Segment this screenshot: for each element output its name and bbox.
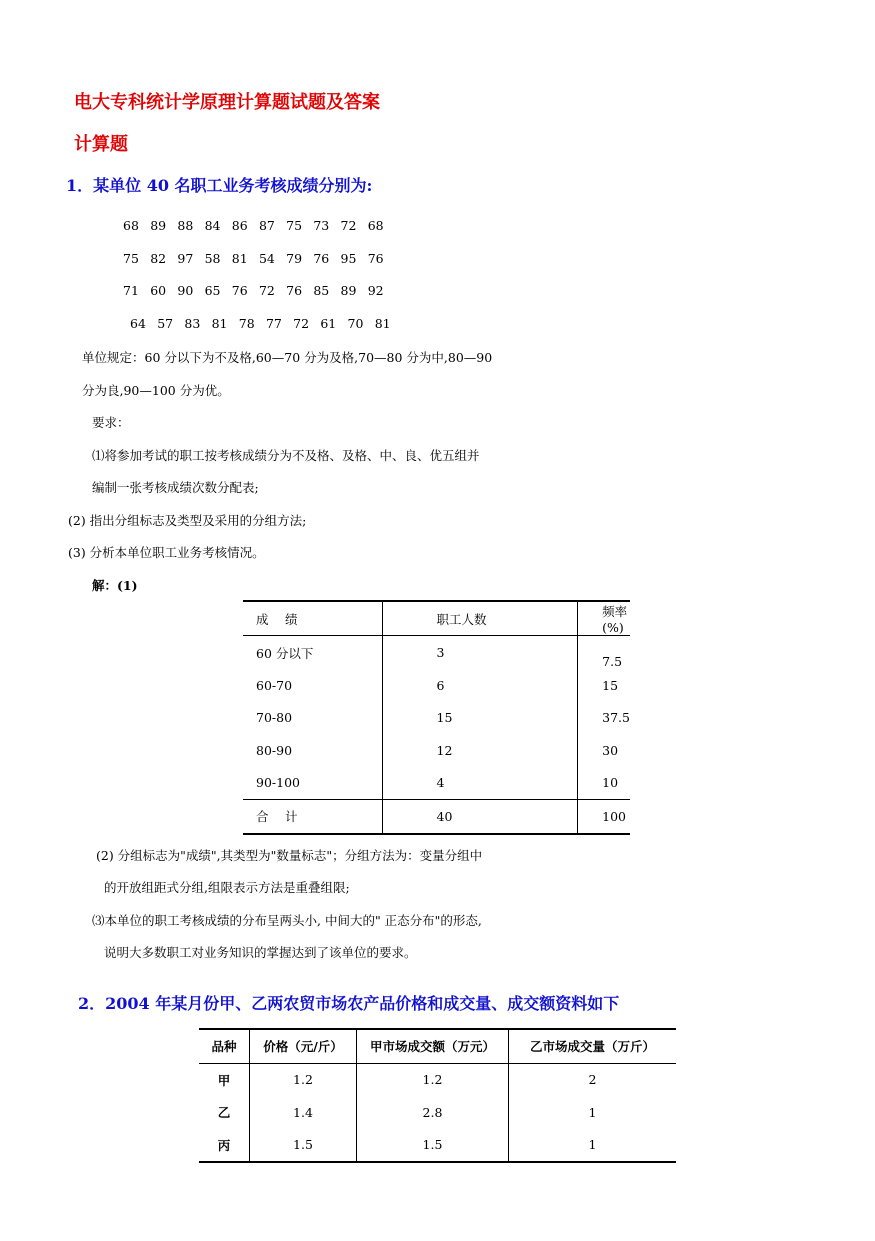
score-value: 90 bbox=[177, 283, 194, 298]
column-header-market-a-amount: 甲市场成交额（万元） bbox=[357, 1029, 509, 1063]
cell-variety: 丙 bbox=[199, 1129, 250, 1163]
score-value: 86 bbox=[231, 218, 248, 233]
score-value: 85 bbox=[313, 283, 330, 298]
score-value: 77 bbox=[265, 316, 282, 331]
score-row-1 bbox=[123, 218, 395, 233]
cell-market-b-volume: 2 bbox=[588, 1072, 597, 1088]
score-value: 87 bbox=[258, 218, 275, 233]
score-value: 72 bbox=[293, 316, 310, 331]
table-row bbox=[243, 669, 630, 702]
cell-price: 1.5 bbox=[250, 1129, 357, 1163]
score-value: 57 bbox=[157, 316, 174, 331]
cell-frequency: 30 bbox=[602, 742, 619, 758]
cell-count: 4 bbox=[382, 767, 578, 800]
score-value: 92 bbox=[367, 283, 384, 298]
column-header-frequency: 频率(%) bbox=[602, 604, 628, 635]
cell-score-range: 80-90 bbox=[243, 734, 382, 767]
score-value: 70 bbox=[347, 316, 364, 331]
answer-2-line-2: 的开放组距式分组,组限表示方法是重叠组限; bbox=[104, 880, 350, 895]
cell-frequency: 15 bbox=[602, 677, 619, 693]
document-title: 电大专科统计学原理计算题试题及答案 bbox=[74, 92, 380, 113]
cell-score-range: 70-80 bbox=[243, 702, 382, 735]
cell-variety: 乙 bbox=[199, 1096, 250, 1129]
answer-3-line-2: 说明大多数职工对业务知识的掌握达到了该单位的要求。 bbox=[104, 945, 417, 960]
question-2-heading: 2．2004 年某月份甲、乙两农贸市场农产品价格和成交量、成交额资料如下 bbox=[78, 994, 620, 1013]
score-value: 68 bbox=[367, 218, 384, 233]
requirement-1-line-2: 编制一张考核成绩次数分配表; bbox=[92, 480, 259, 495]
score-value: 71 bbox=[123, 283, 139, 298]
table-row bbox=[199, 1129, 676, 1163]
answer-2-line-1: (2) 分组标志为"成绩",其类型为"数量标志"；分组方法为：变量分组中 bbox=[96, 848, 483, 863]
score-row-3 bbox=[123, 283, 395, 298]
column-header-variety: 品种 bbox=[199, 1029, 250, 1063]
score-value: 75 bbox=[286, 218, 303, 233]
column-header-score: 成 绩 bbox=[243, 601, 382, 636]
cell-score-range: 60 分以下 bbox=[243, 636, 382, 670]
cell-frequency: 37.5 bbox=[602, 710, 630, 726]
table-row bbox=[199, 1063, 676, 1096]
score-value: 54 bbox=[258, 251, 275, 266]
cell-market-a-amount: 2.8 bbox=[357, 1096, 509, 1129]
score-value: 58 bbox=[204, 251, 221, 266]
cell-market-a-amount: 1.5 bbox=[357, 1129, 509, 1163]
cell-frequency: 7.5 bbox=[602, 638, 623, 669]
score-value: 89 bbox=[340, 283, 357, 298]
score-value: 61 bbox=[320, 316, 337, 331]
score-value: 68 bbox=[123, 218, 139, 233]
answer-3-line-1: ⑶本单位的职工考核成绩的分布呈两头小, 中间大的" 正态分布"的形态, bbox=[92, 913, 482, 928]
table-row bbox=[243, 767, 630, 800]
table-row bbox=[243, 636, 630, 670]
score-value: 75 bbox=[123, 251, 139, 266]
grading-rule-line-2: 分为良,90—100 分为优。 bbox=[82, 383, 230, 398]
score-value: 60 bbox=[150, 283, 167, 298]
score-value: 82 bbox=[150, 251, 167, 266]
section-title: 计算题 bbox=[74, 134, 128, 155]
score-value: 81 bbox=[231, 251, 248, 266]
table-row bbox=[199, 1096, 676, 1129]
score-value: 89 bbox=[150, 218, 167, 233]
table-header-row bbox=[243, 601, 630, 636]
cell-variety: 甲 bbox=[199, 1063, 250, 1096]
requirement-3: (3) 分析本单位职工业务考核情况。 bbox=[68, 545, 265, 560]
cell-score-range: 90-100 bbox=[243, 767, 382, 800]
cell-score-range: 60-70 bbox=[243, 669, 382, 702]
table-total-row bbox=[243, 800, 630, 834]
cell-price: 1.4 bbox=[250, 1096, 357, 1129]
score-value: 73 bbox=[313, 218, 330, 233]
cell-total-label: 合 计 bbox=[243, 800, 382, 834]
table-row bbox=[243, 734, 630, 767]
requirement-2: (2) 指出分组标志及类型及采用的分组方法; bbox=[68, 513, 307, 528]
requirements-label: 要求： bbox=[92, 415, 130, 430]
cell-count: 12 bbox=[382, 734, 578, 767]
column-header-price: 价格（元/斤） bbox=[250, 1029, 357, 1063]
table-header-row bbox=[199, 1029, 676, 1063]
table-row bbox=[243, 702, 630, 735]
cell-market-a-amount: 1.2 bbox=[357, 1063, 509, 1096]
score-value: 76 bbox=[367, 251, 384, 266]
score-value: 83 bbox=[184, 316, 201, 331]
requirement-1-line-1: ⑴将参加考试的职工按考核成绩分为不及格、及格、中、良、优五组并 bbox=[92, 448, 480, 463]
cell-market-b-volume: 1 bbox=[588, 1137, 597, 1153]
score-value: 79 bbox=[286, 251, 303, 266]
score-value: 65 bbox=[204, 283, 221, 298]
solution-label: 解：(1) bbox=[92, 578, 138, 593]
score-row-2 bbox=[123, 251, 395, 266]
score-value: 97 bbox=[177, 251, 194, 266]
market-price-table bbox=[199, 1028, 676, 1163]
score-frequency-table bbox=[243, 600, 630, 835]
score-value: 84 bbox=[204, 218, 221, 233]
score-value: 78 bbox=[238, 316, 255, 331]
score-value: 76 bbox=[286, 283, 303, 298]
column-header-count: 职工人数 bbox=[382, 601, 578, 636]
score-value: 76 bbox=[231, 283, 248, 298]
cell-frequency: 10 bbox=[602, 775, 619, 791]
cell-total-frequency: 100 bbox=[602, 808, 627, 824]
score-value: 72 bbox=[258, 283, 275, 298]
question-1-heading: 1．某单位 40 名职工业务考核成绩分别为: bbox=[66, 176, 373, 195]
score-value: 81 bbox=[374, 316, 391, 331]
score-value: 81 bbox=[211, 316, 228, 331]
cell-count: 6 bbox=[382, 669, 578, 702]
cell-count: 15 bbox=[382, 702, 578, 735]
score-value: 64 bbox=[130, 316, 146, 331]
cell-market-b-volume: 1 bbox=[588, 1104, 597, 1120]
score-value: 88 bbox=[177, 218, 194, 233]
column-header-market-b-volume: 乙市场成交量（万斤） bbox=[529, 1039, 655, 1055]
score-value: 95 bbox=[340, 251, 357, 266]
score-value: 72 bbox=[340, 218, 357, 233]
cell-total-count: 40 bbox=[382, 800, 578, 834]
grading-rule-line-1: 单位规定：60 分以下为不及格,60—70 分为及格,70—80 分为中,80—90 bbox=[82, 350, 493, 365]
cell-count: 3 bbox=[382, 636, 578, 670]
score-value: 76 bbox=[313, 251, 330, 266]
cell-price: 1.2 bbox=[250, 1063, 357, 1096]
score-row-4 bbox=[130, 316, 402, 331]
